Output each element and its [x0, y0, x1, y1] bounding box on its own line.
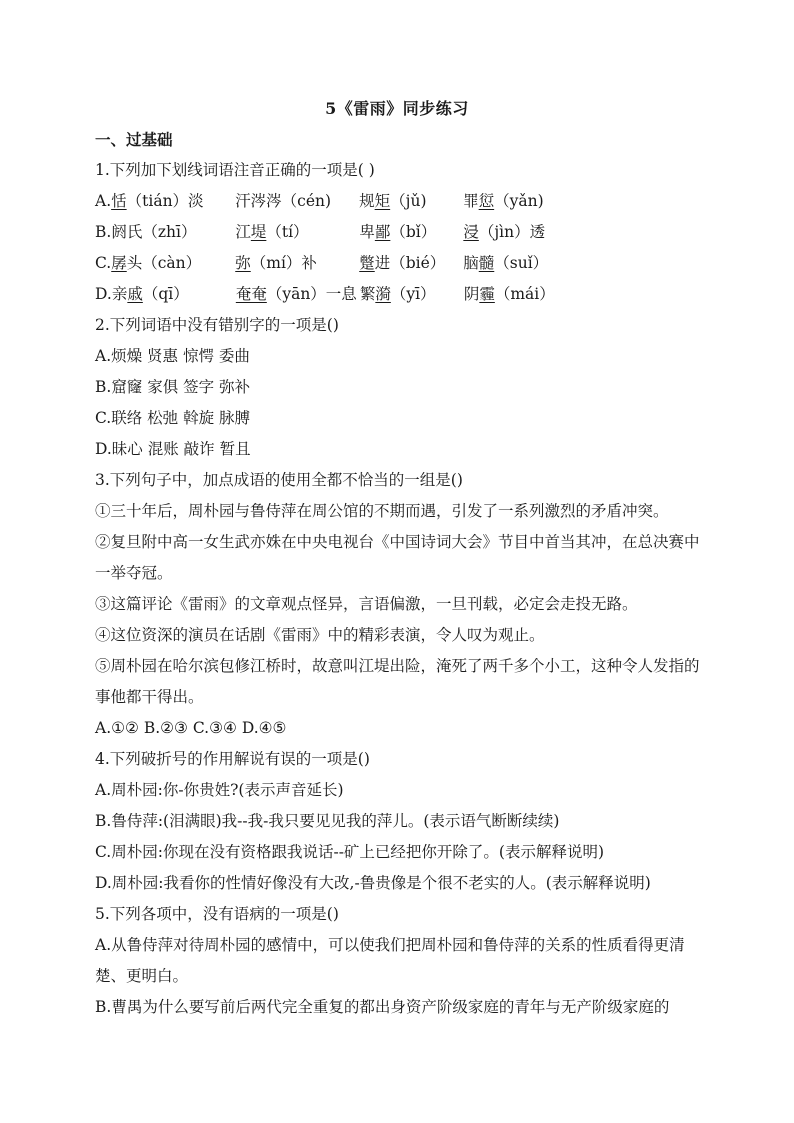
pinyin-item: 江堤（tí） [235, 223, 309, 241]
question-3-stem: 3.下列句子中，加点成语的使用全都不恰当的一组是() [95, 471, 463, 489]
question-3-item-4: ④这位资深的演员在话剧《雷雨》中的精彩表演，令人叹为观止。 [95, 626, 545, 644]
question-1-option-b [95, 217, 705, 248]
document-body [95, 124, 705, 1023]
option-label: D. [95, 285, 112, 303]
pinyin-item: 亲戚（qī） [111, 285, 189, 303]
pinyin-item: 弥（mí）补 [235, 254, 317, 272]
pinyin-item: 繁漪（yī） [359, 285, 436, 303]
pinyin-item: 阴霾（mái） [463, 285, 555, 303]
question-4-option-a: A.周朴园:你-你贵姓?(表示声音延长) [95, 781, 344, 799]
pinyin-item: 卑鄙（bǐ） [359, 223, 437, 241]
section-heading: 一、过基础 [95, 130, 173, 149]
question-3-item-3: ③这篇评论《雷雨》的文章观点怪异，言语偏激，一旦刊载，必定会走投无路。 [95, 595, 638, 613]
pinyin-item: 恬（tián）淡 [111, 192, 204, 210]
question-2-stem: 2.下列词语中没有错别字的一项是() [95, 316, 339, 334]
question-1-option-a [95, 186, 705, 217]
question-3-item-2: ②复旦附中高一女生武亦姝在中央电视台《中国诗词大会》节目中首当其冲，在总决赛中一举夺冠。 [95, 533, 700, 582]
question-2-option-a: A.烦燥 贤惠 惊愕 委曲 [95, 347, 250, 365]
question-1-option-c [95, 248, 705, 279]
question-3-item-1: ①三十年后，周朴园与鲁侍萍在周公馆的不期而遇，引发了一系列激烈的矛盾冲突。 [95, 502, 669, 520]
question-1-option-d [95, 279, 705, 310]
question-5-stem: 5.下列各项中，没有语病的一项是() [95, 905, 339, 923]
question-4-option-d: D.周朴园:我看你的性情好像没有大改,-鲁贵像是个很不老实的人。(表示解释说明) [95, 874, 651, 892]
pinyin-item: 规矩（jǔ) [359, 192, 427, 210]
question-4-stem: 4.下列破折号的作用解说有误的一项是() [95, 750, 370, 768]
question-3-options: A.①② B.②③ C.③④ D.④⑤ [95, 719, 287, 737]
option-label: A. [95, 192, 112, 210]
question-4-option-c: C.周朴园:你现在没有资格跟我说话--矿上已经把你开除了。(表示解释说明) [95, 843, 605, 861]
pinyin-item: 汗涔涔（cén) [235, 192, 332, 210]
question-3-item-5: ⑤周朴园在哈尔滨包修江桥时，故意叫江堤出险，淹死了两千多个小工，这种令人发指的事他都干得出。 [95, 657, 700, 706]
question-5-option-a: A.从鲁侍萍对待周朴园的感情中，可以使我们把周朴园和鲁侍萍的关系的性质看得更清楚、更明白。 [95, 936, 685, 985]
pinyin-item: 蹩进（bié） [359, 254, 446, 272]
question-5-option-b: B.曹禺为什么要写前后两代完全重复的都出身资产阶级家庭的青年与无产阶级家庭的 [95, 998, 670, 1016]
page-title: 5《雷雨》同步练习 [325, 99, 469, 118]
question-2-option-c: C.联络 松弛 斡旋 脉膊 [95, 409, 251, 427]
pinyin-item: 阏氏（zhī） [111, 223, 197, 241]
pinyin-item: 孱头（càn） [111, 254, 202, 272]
pinyin-item: 罪愆（yǎn) [463, 192, 544, 210]
question-2-option-b: B.窟窿 家俱 签字 弥补 [95, 378, 251, 396]
pinyin-item: 浸（jìn）透 [463, 223, 546, 241]
option-label: B. [95, 223, 112, 241]
option-label: C. [95, 254, 112, 272]
pinyin-item: 脑髓（suǐ） [463, 254, 549, 272]
question-2-option-d: D.昧心 混账 敲诈 暂且 [95, 440, 251, 458]
question-4-option-b: B.鲁侍萍:(泪满眼)我--我-我只要见见我的萍儿。(表示语气断断续续) [95, 812, 560, 830]
pinyin-item: 奄奄（yān）一息 [235, 285, 357, 303]
question-1-stem: 1.下列加下划线词语注音正确的一项是( ) [95, 161, 375, 179]
